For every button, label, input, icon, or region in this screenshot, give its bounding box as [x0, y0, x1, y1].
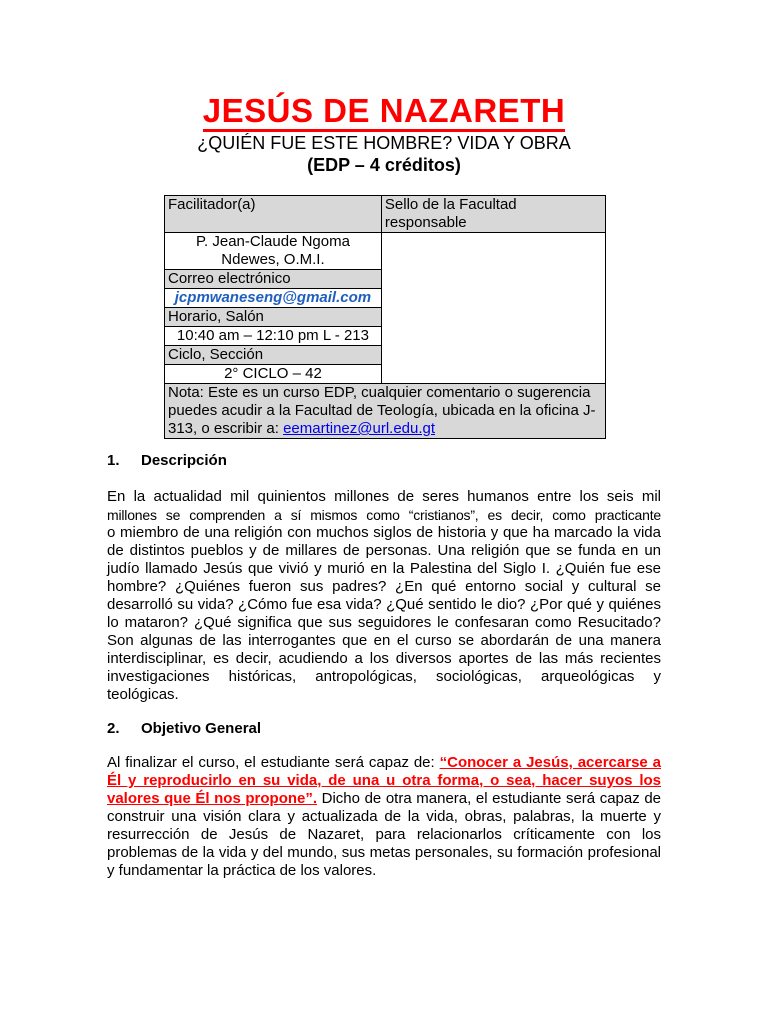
section-1-body — [107, 488, 661, 704]
schedule-value: 10:40 am – 12:10 pm L - 213 — [165, 327, 382, 346]
section-1-number: 1. — [107, 452, 120, 469]
facilitator-name-cell — [165, 233, 382, 270]
course-code: (EDP – 4 créditos) — [307, 155, 461, 175]
course-info-table — [164, 195, 606, 439]
note-email-link[interactable]: eemartinez@url.edu.gt — [283, 420, 436, 437]
section-1-title: Descripción — [141, 452, 227, 469]
section-2-body — [107, 754, 661, 880]
cycle-label: Ciclo, Sección — [165, 346, 382, 365]
email-cell — [165, 289, 382, 308]
facilitator-name-line2: Ndewes, O.M.I. — [221, 251, 325, 268]
section-1-line2: millones se comprenden a sí mismos como “cristianos”, es decir, como practicante — [107, 507, 661, 523]
page-subtitle: ¿QUIÉN FUE ESTE HOMBRE? VIDA Y OBRA — [197, 133, 571, 153]
section-2-number: 2. — [107, 720, 120, 737]
schedule-label: Horario, Salón — [165, 308, 382, 327]
section-1-heading — [107, 452, 227, 469]
section-2-title: Objetivo General — [141, 720, 262, 737]
email-label: Correo electrónico — [165, 270, 382, 289]
note-cell — [165, 384, 606, 439]
section-2-rest: Dicho de otra manera, el estudiante será capaz de construir una visión clara y actualizada de la vida, obras, palabras, la muerte y resurrección de Jesús de Nazaret, para relacionarlos críticamente con los problemas de la vida y del mundo, sus metas personales, su formación profesional y fundamentar la práctica de los valores. — [107, 790, 662, 879]
cycle-value: 2° CICLO – 42 — [165, 365, 382, 384]
seal-label: Sello de la Facultad responsable — [381, 196, 605, 233]
section-1-line1: En la actualidad mil quinientos millones de seres humanos entre los seis mil — [107, 488, 661, 505]
facilitator-email-link[interactable]: jcpmwaneseng@gmail.com — [174, 289, 372, 306]
section-2-heading — [107, 720, 261, 737]
seal-cell — [381, 233, 605, 384]
note-text: Nota: Este es un curso EDP, cualquier comentario o sugerencia puedes acudir a la Facultad de Teología, ubicada en la oficina J-313, o escribir a: — [168, 384, 596, 437]
page-title-text: JESÚS DE NAZARETH — [203, 92, 565, 132]
facilitator-label: Facilitador(a) — [165, 196, 382, 233]
page-title — [0, 92, 768, 130]
section-2-intro: Al finalizar el curso, el estudiante será capaz de: — [107, 754, 435, 771]
section-1-text: o miembro de una religión con muchos siglos de historia y que ha marcado la vida de distintos pueblos y de millares de personas. Una religión que se funda en un judío llamado Jesús que vivió y murió en la Palestina del Siglo I. ¿Quién fue ese hombre? ¿Quiénes fueron sus padres? ¿En qué entorno social y cultural se desarrolló su vida? ¿Cómo fue esa vida? ¿Qué sentido le dio? ¿Por qué y quiénes lo mataron? ¿Qué significa que sus seguidores le confesaran como Resucitado? Son algunas de las interrogantes que en el curso se abordarán de una manera interdisciplinar, es decir, acudiendo a los diversos aportes de las más recientes investigaciones históricas, antropológicas, sociológicas, arqueológicas y teológicas. — [107, 524, 661, 703]
section-2-highlight: “Conocer a Jesús, acercarse a Él y reproducirlo en su vida, de una u otra forma, o sea, hacer suyos los valores que Él nos propone”. — [107, 754, 662, 807]
facilitator-name-line1: P. Jean-Claude Ngoma — [195, 233, 350, 250]
